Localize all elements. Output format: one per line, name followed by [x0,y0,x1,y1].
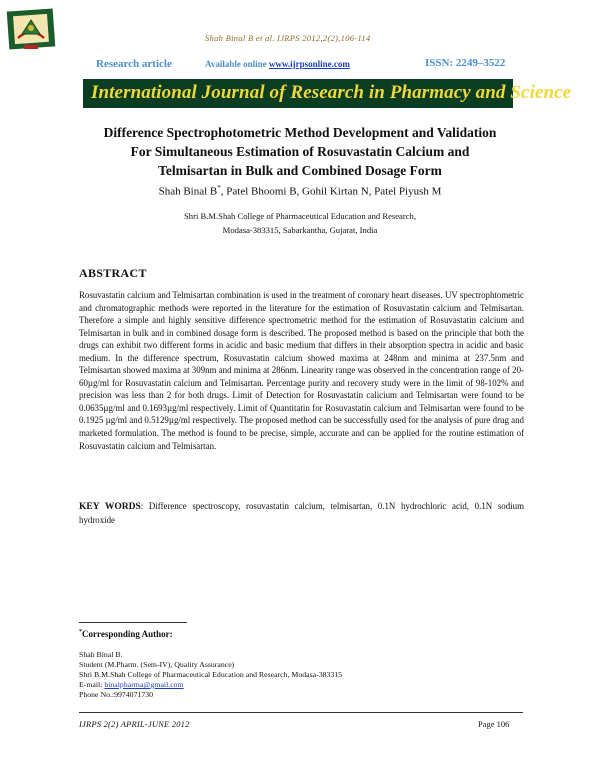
title-line: For Simultaneous Estimation of Rosuvastatin Calcium and [130,144,470,159]
author-name: Patel Piyush M [374,185,442,198]
article-type-label: Research article [96,58,172,70]
logo-icon [2,2,70,62]
keywords [79,500,524,526]
title-line: Difference Spectrophotometric Method Development and Validation [103,125,497,140]
journal-name: International Journal of Research in Pharmacy and Science [91,82,572,103]
author-name: Gohil Kirtan N [302,185,369,198]
issn-label: ISSN: 2249–3522 [425,57,506,69]
article-title [70,123,530,180]
abstract-body: Rosuvastatin calcium and Telmisartan combination is used in the treatment of coronary heart diseases. UV spectrophtometric and chromatographic methods were reported in the literature for the estimation of Rosuvastatin calcium and Telmisartan. Therefore a simple and highly sensitive difference spectrometric method for the estimation of Rosuvastatin calcium and Telmisartan in bulk and in combined dosage form is described. The proposed method is based on the principle that both the drugs can exhibit two different forms in acidic and basic medium that differs in their absorption spectra in acidic and basic medium. In the difference spectrum, Rosuvastatin calcium showed maxima at 248nm and minima at 237.5nm and Telmisartan showed maxima at 309nm and minima at 286nm. Linearity range was observed in the concentration range of 20-60µg/ml for Rosuvastatin calcium and Telmisartan. Percentage purity and recovery study were in the limit of 98-102% and precision was less than 2 for both drugs. Limit of Detection for Rosuvastatin calicium and Telmisartan were found to be 0.0635µg/ml and 0.1693µg/ml respectively. Limit of Quantitatin for Rosuvastatin calcium and Telmisartan were found to be 0.1925 µg/ml and 0.5129µg/ml respectively. The proposed method can be successfully used for the analysis of pure drug and marketed formulation. The method is found to be precise, simple, accurate and can be applied for the routine estimation of Rosuvastatin calcium and Telmisartan. [79,290,524,451]
running-head: Shah Binal B et al. IJRPS 2012,2(2),106-114 [205,33,371,43]
journal-logo [2,2,70,62]
journal-website-link[interactable]: www.ijrpsonline.com [268,59,350,69]
author-list: Shah Binal B*, Patel Bhoomi B, Gohil Kirtan N, Patel Piyush M [158,184,442,198]
corresponding-author-heading: *Corresponding Author: [79,629,173,639]
available-online-label: Available online [205,59,267,69]
available-online [205,59,350,69]
affiliation-line: Modasa-383315, Sabarkantha, Gujarat, India [222,225,378,235]
corresponding-email: E-mail: binalpharma@gmail.com [79,680,184,689]
corresponding-mark: * [217,184,221,192]
footnote-divider [79,622,187,623]
footer-issue: IJRPS 2(2) APRIL-JUNE 2012 [79,719,190,729]
keywords-label: KEY WORDS [79,502,141,512]
affiliation-line: Shri B.M.Shah College of Pharmaceutical Education and Research, [184,211,416,221]
keywords-text: : Difference spectroscopy, rosuvastatin calcium, telmisartan, 0.1N hydrochloric acid, 0.1N sodium hydroxide [79,501,524,525]
corresponding-student: Student (M.Pharm. (Sem-IV), Quality Assurance) [79,660,235,669]
corresponding-name: Shah Binal B. [79,650,123,659]
corresponding-institution: Shri B.M.Shah College of Pharmaceutical Education and Research, Modasa-383315 [79,670,343,679]
page-number: Page 106 [478,719,510,729]
author-name: Patel Bhoomi B [226,185,297,198]
corresponding-phone: Phone No.:9974071730 [79,690,154,699]
title-line: Telmisartan in Bulk and Combined Dosage Form [158,163,442,178]
corresponding-mark: * [79,629,82,635]
footer-divider [79,712,523,713]
author-name: Shah Binal B [158,185,218,198]
email-link[interactable]: binalpharma@gmail.com [104,680,184,689]
abstract-heading: ABSTRACT [79,266,147,280]
journal-banner [83,79,572,108]
